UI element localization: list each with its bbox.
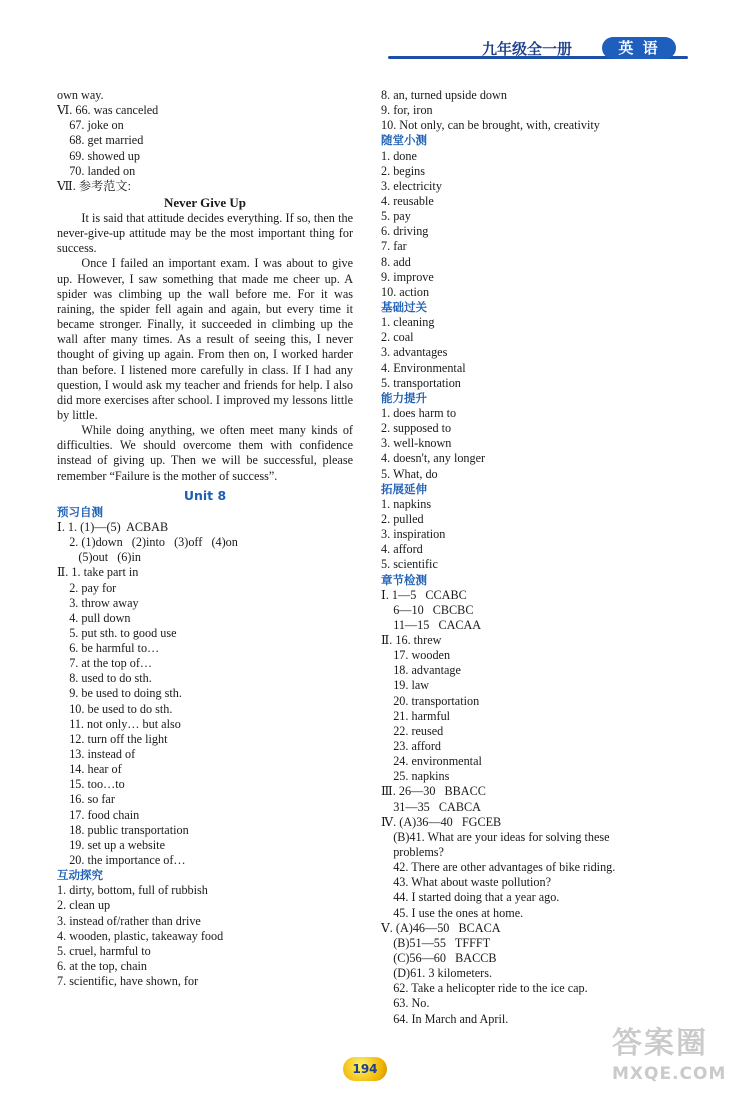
answer-line: 5. What, do	[381, 466, 438, 481]
left-column	[57, 88, 353, 989]
section-title: 拓展延伸	[381, 481, 427, 496]
section-extend-lines	[381, 497, 681, 573]
answer-line: 31—35 CABCA	[381, 799, 481, 814]
section-explore-lines	[57, 883, 353, 989]
answer-line: 12. turn off the light	[57, 731, 168, 746]
page-number: 194	[343, 1057, 387, 1081]
answer-line: 18. public transportation	[57, 822, 189, 837]
answer-line: 21. harmful	[381, 708, 451, 723]
answer-line: Ⅰ. 1. (1)—(5) ACBAB	[57, 519, 169, 534]
section-quiz-lines	[381, 149, 681, 300]
answer-line: 7. far	[381, 239, 407, 254]
essay-body	[57, 211, 353, 484]
answer-line: 5. put sth. to good use	[57, 625, 177, 640]
answer-line: 19. set up a website	[57, 837, 165, 852]
watermark-url: MXQE.COM	[612, 1064, 727, 1084]
answer-line: 2. pay for	[57, 580, 117, 595]
section-title: 随堂小测	[381, 133, 427, 148]
essay-paragraph: While doing anything, we often meet many kinds of difficulties. We should overcome them with confidence instead of giving up. Then we will be successful, please remember “Failure is the mother of success”.	[57, 423, 353, 483]
answer-line: 6—10 CBCBC	[381, 602, 474, 617]
subject-badge: 英 语	[602, 37, 676, 59]
unit-title: Unit 8	[183, 487, 227, 503]
answer-line: 1. done	[381, 148, 417, 163]
answer-line: 2. pulled	[381, 511, 424, 526]
section-basic-lines	[381, 315, 681, 391]
answer-line: 4. Environmental	[381, 360, 466, 375]
section-title: 预习自测	[57, 504, 103, 519]
watermark-logo-text: 答案圈	[612, 1026, 708, 1061]
section-title: 能力提升	[381, 390, 427, 405]
right-top-lines	[381, 88, 681, 133]
section-title: 基础过关	[381, 299, 427, 314]
answer-line: 1. cleaning	[381, 315, 435, 330]
answer-line: 45. I use the ones at home.	[381, 905, 524, 920]
answer-line: 9. be used to doing sth.	[57, 686, 182, 701]
answer-line: 69. showed up	[57, 148, 140, 163]
answer-line: Ⅱ. 1. take part in	[57, 565, 139, 580]
answer-line: 7. at the top of…	[57, 656, 153, 671]
answer-line: 17. wooden	[381, 648, 451, 663]
answer-line: 3. instead of/rather than drive	[57, 913, 201, 928]
answer-line: 13. instead of	[57, 747, 136, 762]
answer-line: 10. action	[381, 284, 430, 299]
answer-line: 3. throw away	[57, 595, 139, 610]
answer-line: Ⅴ. (A)46—50 BCACA	[381, 920, 501, 935]
answer-line: 22. reused	[381, 723, 444, 738]
answer-line: 1. does harm to	[381, 405, 457, 420]
answer-line: 20. transportation	[381, 693, 480, 708]
answer-line: Ⅵ. 66. was canceled	[57, 103, 159, 118]
essay-paragraph: Once I failed an important exam. I was about to give up. However, I saw something that made me cheer up. A spider was climbing up the wall before me. For it was raining, the spider fell again and again, but every time it became stronger. Finally, it succeeded in climbing up the wall after many times. As a result of seeing this, I never thought of giving up again. From then on, I worked harder than before. I listened more carefully in class. If I had any question, I would ask my teacher and friends for help. I also did more exercises after school. I improved my lessons little by little.	[57, 256, 353, 423]
answer-line: 2. supposed to	[381, 421, 452, 436]
answer-line: 4. afford	[381, 542, 423, 557]
grade-label: 九年级全一册	[482, 40, 573, 58]
answer-line: 25. napkins	[381, 769, 450, 784]
section-title: 互动探究	[57, 868, 103, 883]
answer-line: 43. What about waste pollution?	[381, 875, 552, 890]
answer-line: (5)out (6)in	[57, 550, 141, 565]
answer-line: 20. the importance of…	[57, 853, 186, 868]
answer-line: 10. Not only, can be brought, with, creativity	[381, 118, 600, 133]
answer-line: 42. There are other advantages of bike riding.	[381, 860, 616, 875]
answer-line: 11—15 CACAA	[381, 617, 482, 632]
answer-line: 6. be harmful to…	[57, 641, 160, 656]
section-title: 章节检测	[381, 572, 427, 587]
answer-line: (B)51—55 TFFFT	[381, 935, 491, 950]
answer-line: 2. clean up	[57, 898, 111, 913]
answer-line: 5. pay	[381, 209, 411, 224]
answer-line: Ⅱ. 16. threw	[381, 633, 442, 648]
answer-line: 70. landed on	[57, 163, 136, 178]
answer-line: 2. coal	[381, 330, 414, 345]
answer-line: Ⅰ. 1—5 CCABC	[381, 587, 467, 602]
answer-line: 64. In March and April.	[381, 1011, 509, 1026]
answer-line: 4. reusable	[381, 193, 434, 208]
answer-line: 3. well-known	[381, 436, 452, 451]
answer-line: 7. scientific, have shown, for	[57, 974, 199, 989]
answer-line: 16. so far	[57, 792, 115, 807]
answer-line: 15. too…to	[57, 777, 125, 792]
right-column	[381, 88, 681, 1027]
answer-line: 6. driving	[381, 224, 429, 239]
answer-line: 11. not only… but also	[57, 716, 181, 731]
answer-line: (B)41. What are your ideas for solving these	[381, 829, 610, 844]
answer-line: 4. wooden, plastic, takeaway food	[57, 928, 224, 943]
answer-line: 8. an, turned upside down	[381, 88, 507, 102]
essay-paragraph: It is said that attitude decides everything. If so, then the never-give-up attitude may be the most important thing for success.	[57, 210, 353, 256]
answer-line: 14. hear of	[57, 762, 122, 777]
answer-line: 3. inspiration	[381, 527, 446, 542]
answer-line: 63. No.	[381, 996, 430, 1011]
watermark	[612, 1026, 747, 1094]
answer-line: 23. afford	[381, 739, 442, 754]
answer-line: Ⅲ. 26—30 BBACC	[381, 784, 486, 799]
section-ability-lines	[381, 406, 681, 482]
answer-line: 10. be used to do sth.	[57, 701, 173, 716]
answer-line: 67. joke on	[57, 118, 124, 133]
answer-line: 4. pull down	[57, 610, 131, 625]
answer-line: 5. transportation	[381, 375, 461, 390]
answer-line: 2. begins	[381, 163, 426, 178]
left-top-lines	[57, 88, 353, 194]
answer-line: Ⅳ. (A)36—40 FGCEB	[381, 814, 502, 829]
answer-line: 68. get married	[57, 133, 144, 148]
page-header	[0, 0, 750, 75]
section-preview-lines	[57, 520, 353, 868]
answer-line: (C)56—60 BACCB	[381, 951, 497, 966]
answer-line: 19. law	[381, 678, 430, 693]
answer-line: 3. advantages	[381, 345, 448, 360]
answer-line: 44. I started doing that a year ago.	[381, 890, 560, 905]
answer-line: 1. napkins	[381, 496, 432, 511]
answer-line: 62. Take a helicopter ride to the ice cap.	[381, 981, 588, 996]
answer-line: 3. electricity	[381, 178, 442, 193]
answer-line: 9. for, iron	[381, 103, 433, 118]
answer-line: own way.	[57, 88, 104, 102]
answer-line: 9. improve	[381, 269, 434, 284]
answer-line: 2. (1)down (2)into (3)off (4)on	[57, 535, 238, 550]
answer-line: 24. environmental	[381, 754, 482, 769]
section-chapter-test-lines	[381, 588, 681, 1027]
answer-line: 4. doesn't, any longer	[381, 451, 486, 466]
answer-line: 18. advantage	[381, 663, 461, 678]
answer-line: 1. dirty, bottom, full of rubbish	[57, 883, 208, 898]
answer-line: problems?	[381, 845, 444, 860]
answer-line: 8. used to do sth.	[57, 671, 152, 686]
answer-line: 8. add	[381, 254, 411, 269]
answer-line: 6. at the top, chain	[57, 959, 148, 974]
essay-title: Never Give Up	[163, 194, 247, 210]
answer-line: (D)61. 3 kilometers.	[381, 966, 493, 981]
answer-line: 5. scientific	[381, 557, 438, 572]
answer-line: Ⅶ. 参考范文:	[57, 178, 131, 193]
answer-line: 5. cruel, harmful to	[57, 943, 151, 958]
answer-line: 17. food chain	[57, 807, 140, 822]
